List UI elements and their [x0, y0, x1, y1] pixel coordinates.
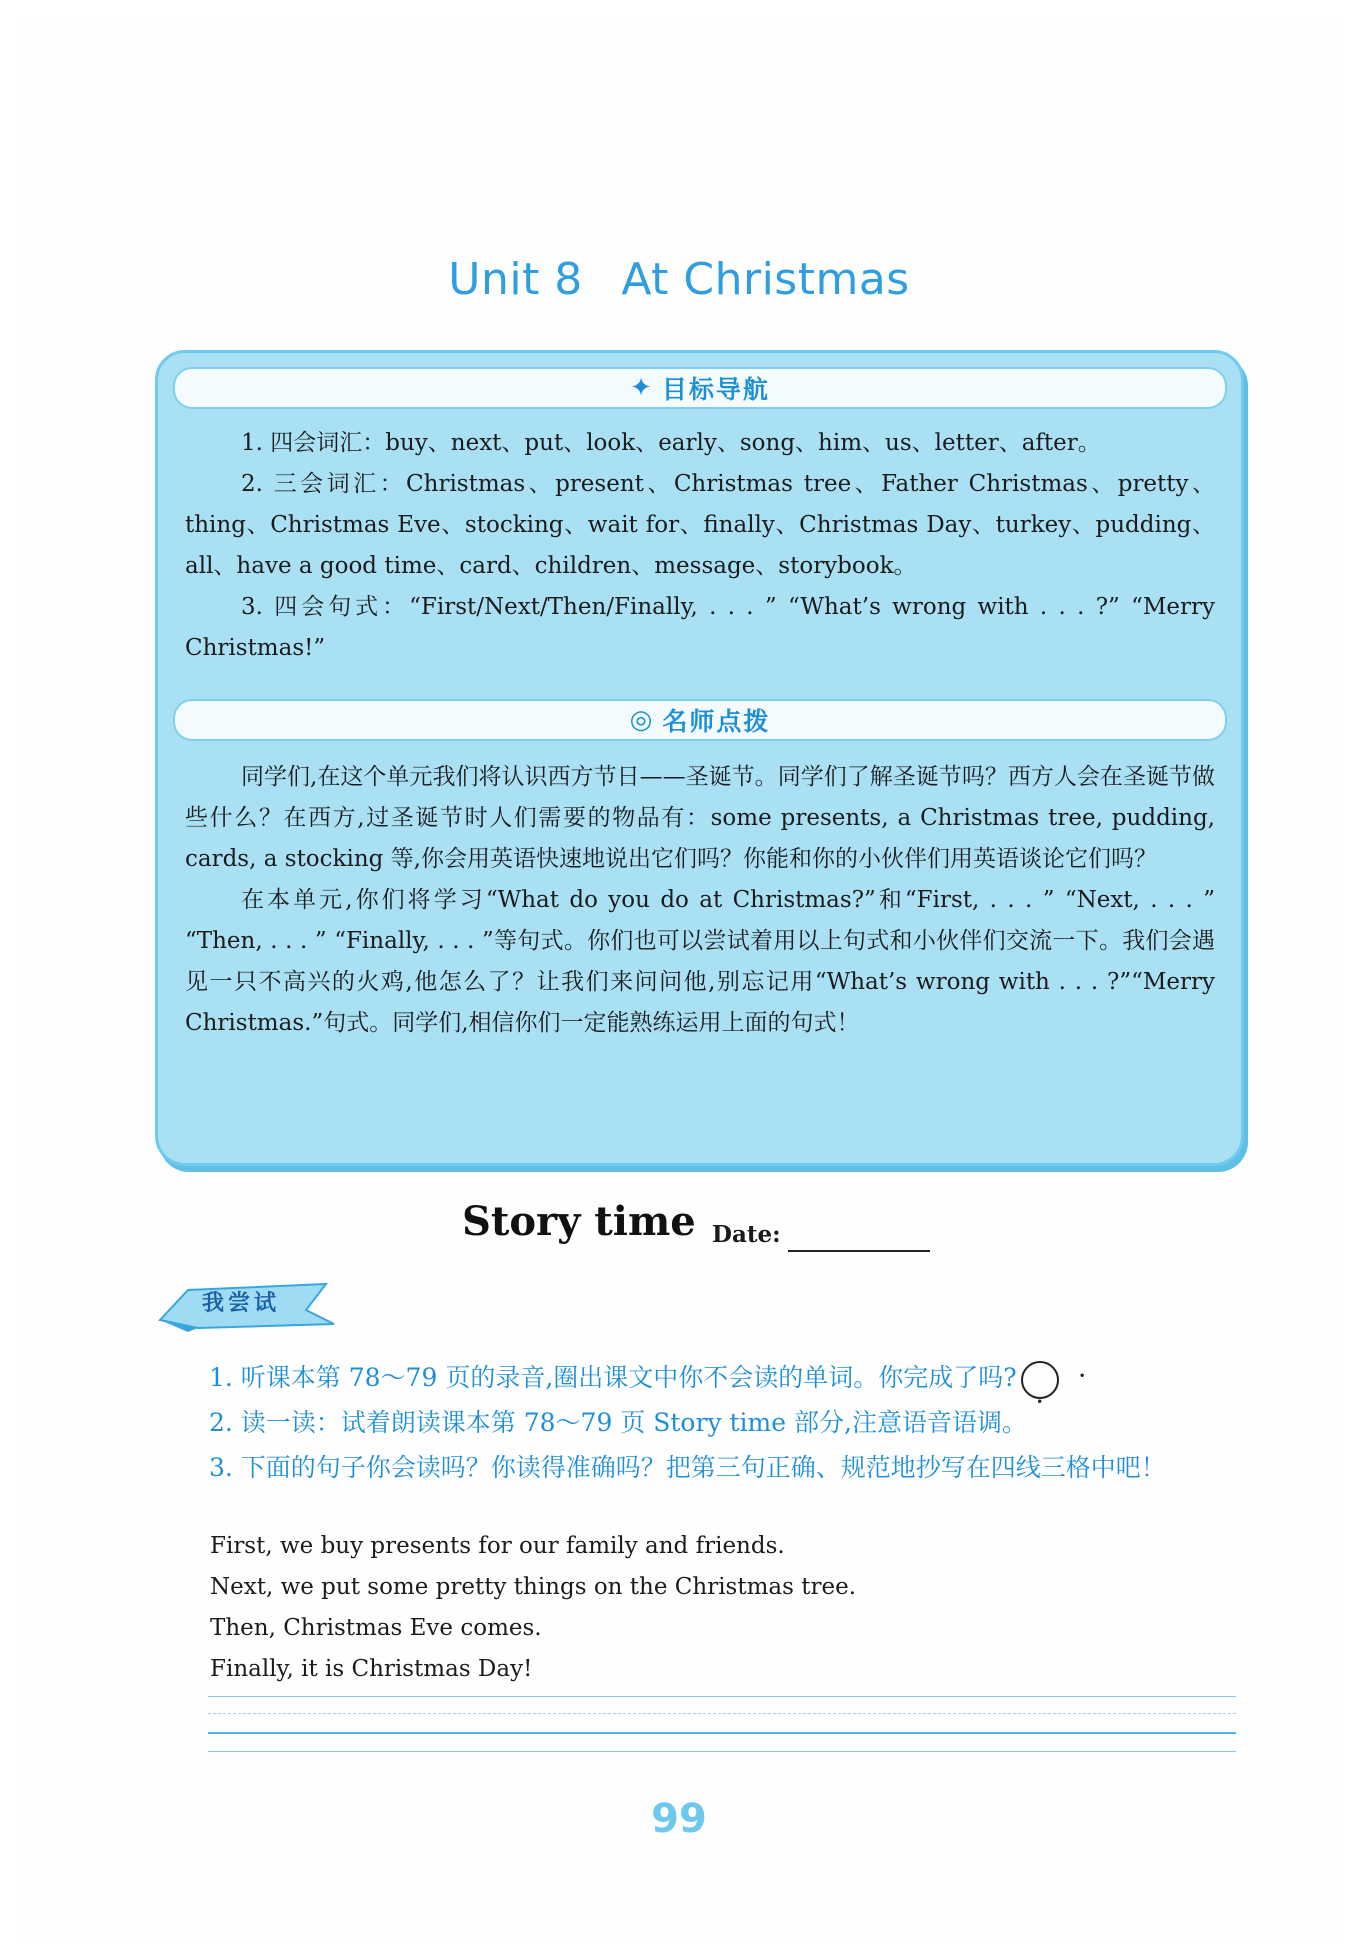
tips-heading: 名师点拨	[662, 707, 771, 736]
task-list	[153, 1355, 1238, 1490]
task-1	[153, 1355, 1238, 1409]
goals-header	[173, 367, 1227, 409]
page	[20, 18, 1338, 1943]
info-panel	[155, 350, 1244, 1166]
sentence-3: Then, Christmas Eve comes.	[210, 1615, 542, 1641]
page-number: 99	[651, 1796, 707, 1842]
unit-name: At Christmas	[621, 254, 910, 305]
task-2: 2. 读一读：试着朗读课本第 78～79 页 Story time 部分,注意语音语调。	[209, 1408, 1027, 1437]
goal-item-2: 2. 三会词汇：Christmas、present、Christmas tree、Father Christmas、pretty、thing、Christmas Eve、stocking、wait for、finally、Christmas Day、turkey、pudding、all、have a good time、card、children、message、storybook。	[185, 471, 1215, 579]
task-1-text: 1. 听课本第 78～79 页的录音,圈出课文中你不会读的单词。你完成了吗?	[209, 1363, 1017, 1392]
grid-line-4	[208, 1751, 1236, 1752]
goal-item-3: 3. 四会句式：“First/Next/Then/Finally, . . . ” “What’s wrong with . . . ?” “Merry Christmas!”	[185, 594, 1215, 661]
unit-number: Unit 8	[448, 254, 583, 305]
goals-heading: 目标导航	[661, 375, 770, 404]
smiley-icon[interactable]: • •	[1021, 1361, 1059, 1399]
task-3: 3. 下面的句子你会读吗？你读得准确吗？把第三句正确、规范地抄写在四线三格中吧！	[209, 1453, 1166, 1482]
tips-paragraph-2: 在本单元,你们将学习“What do you do at Christmas?”和“First, . . . ” “Next, . . . ” “Then, . . . ” “Finally, . . . ”等句式。你们也可以尝试着用以上句式和小伙伴们交流一下。我们会遇见一只不高兴的火鸡,他怎么了？让我们来问问他,别忘记用“What’s wrong with . . . ?”“Merry Christmas.”句式。同学们,相信你们一定能熟练运用上面的句式！	[185, 887, 1215, 1036]
goal-item-1: 1. 四会词汇：buy、next、put、look、early、song、him、us、letter、after。	[241, 430, 1101, 456]
tips-paragraph-1: 同学们,在这个单元我们将认识西方节日——圣诞节。同学们了解圣诞节吗？西方人会在圣诞节做些什么？在西方,过圣诞节时人们需要的物品有：some presents, a Christmas tree, pudding, cards, a stocking 等,你会用英语快速地说出它们吗？你能和你的小伙伴们用英语谈论它们吗？	[185, 764, 1215, 872]
example-sentences	[210, 1526, 856, 1690]
date-input-line[interactable]	[788, 1250, 930, 1252]
lightbulb-icon: ◎	[629, 705, 653, 735]
tips-header	[173, 699, 1227, 741]
unit-title	[20, 254, 1338, 305]
goals-text	[185, 423, 1215, 669]
sentence-2: Next, we put some pretty things on the Christmas tree.	[210, 1574, 856, 1600]
grid-line-1	[208, 1696, 1236, 1697]
try-tag-label: 我尝试	[202, 1291, 281, 1316]
sentence-4: Finally, it is Christmas Day!	[210, 1656, 533, 1682]
four-line-writing-grid[interactable]	[208, 1696, 1236, 1756]
tips-text	[185, 757, 1215, 1044]
compass-icon: ✦	[630, 373, 652, 403]
sentence-1: First, we buy presents for our family and friends.	[210, 1533, 785, 1559]
grid-line-3	[208, 1732, 1236, 1734]
grid-line-2	[208, 1713, 1236, 1714]
story-heading: Story time	[462, 1198, 696, 1245]
date-label: Date:	[712, 1221, 781, 1248]
